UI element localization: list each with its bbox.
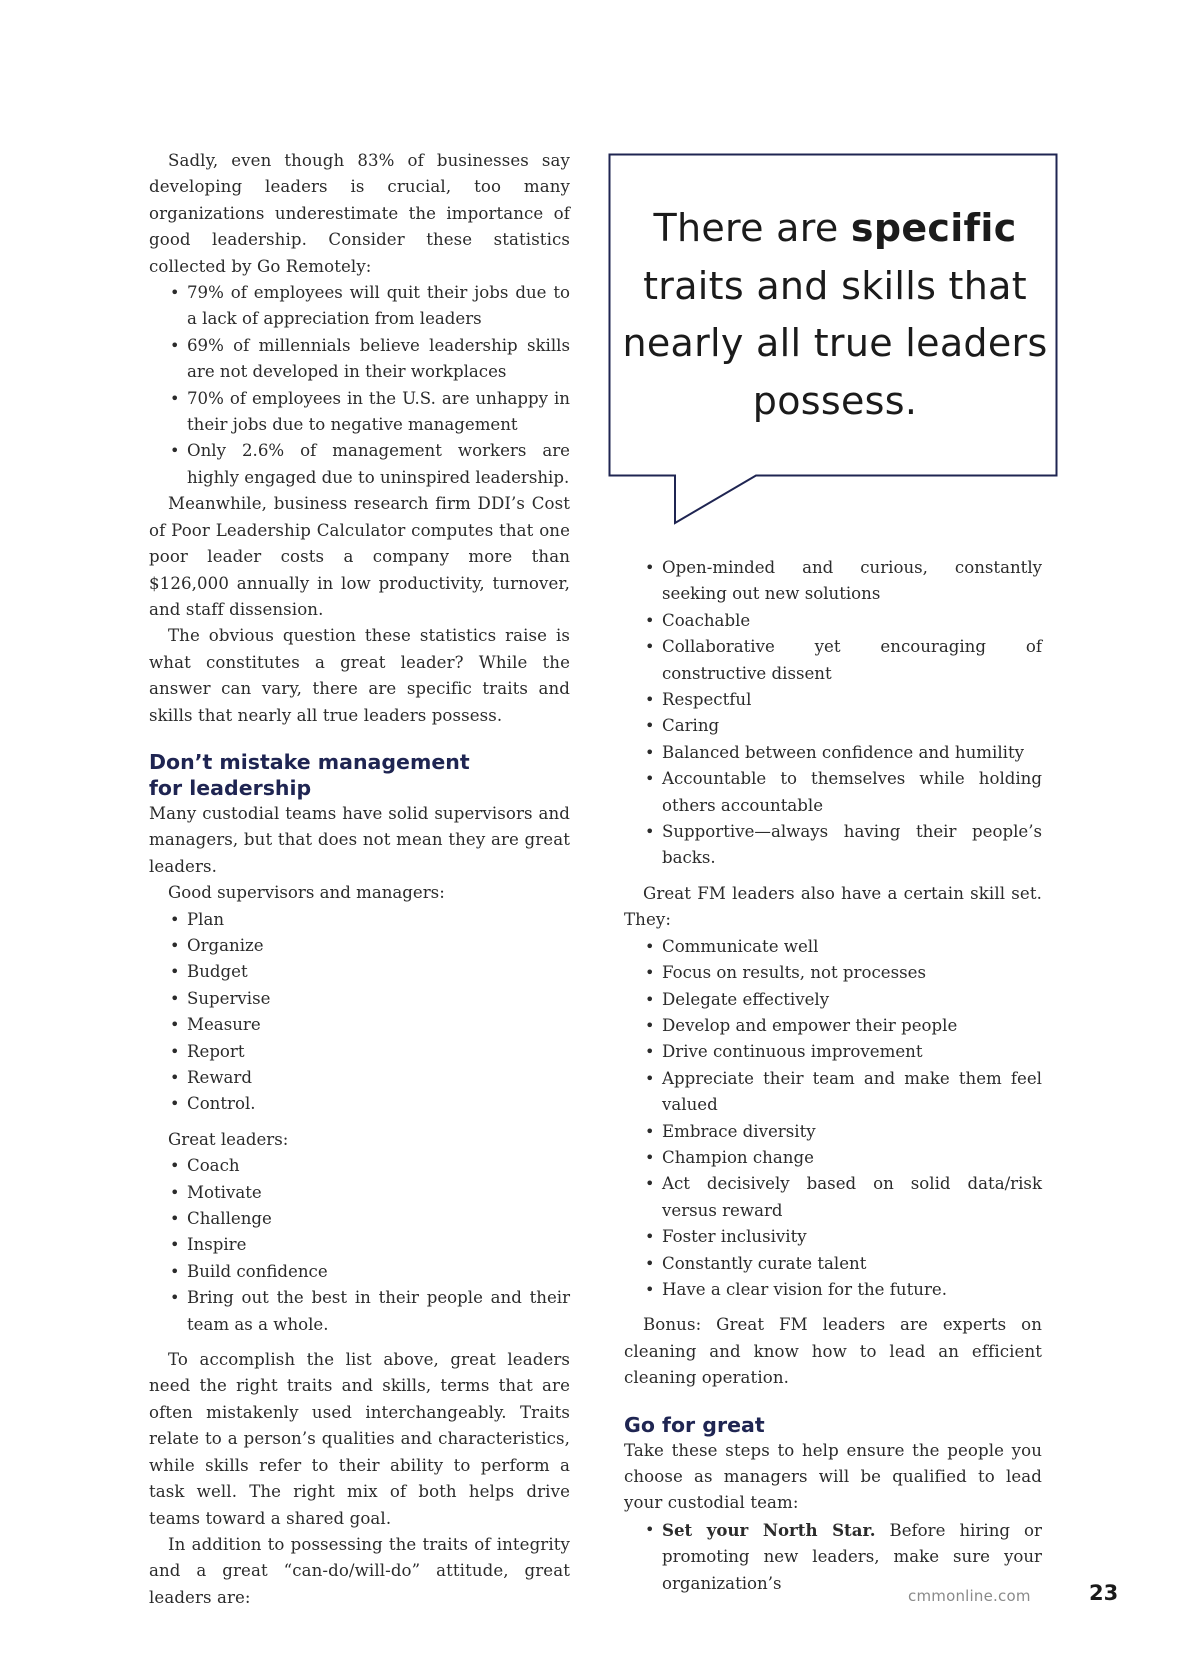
list-item: • Motivate xyxy=(170,1182,262,1202)
leaders-intro: Great leaders: xyxy=(168,1129,289,1149)
ddi-paragraph: Meanwhile, business research firm DDI’s Cost of Poor Leadership Calculator computes that one poor leader costs a company more than $126,000 annually in low productivity, turnover, and staff dissension. xyxy=(149,494,570,619)
steps-paragraph: Take these steps to help ensure the people you choose as managers will be qualified to lead your custodial team: xyxy=(624,1440,1042,1513)
list-item: • Supportive—always having their people’s backs. xyxy=(645,822,1042,868)
supervisor-list xyxy=(149,907,570,1118)
list-item: • Challenge xyxy=(170,1209,272,1229)
list-item: • Have a clear vision for the future. xyxy=(645,1279,947,1299)
list-item: • Delegate effectively xyxy=(645,989,830,1009)
list-item: • Coachable xyxy=(645,610,751,630)
list-item: • Embrace diversity xyxy=(645,1121,816,1141)
section-heading-go-for-great: Go for great xyxy=(624,1412,765,1437)
skill-list xyxy=(624,934,1042,1304)
steps-list xyxy=(624,1517,1042,1597)
list-item: • Reward xyxy=(170,1068,252,1087)
list-item: • Develop and empower their people xyxy=(645,1015,958,1035)
integrity-paragraph: In addition to possessing the traits of integrity and a great “can-do/will-do” attitude, great leaders are: xyxy=(149,1534,570,1607)
list-item: • Measure xyxy=(170,1015,261,1035)
question-paragraph: The obvious question these statistics raise is what constitutes a great leader? While the answer can vary, there are specific traits and skills that nearly all true leaders possess. xyxy=(149,626,570,725)
custodial-paragraph: Many custodial teams have solid supervisors and managers, but that does not mean they are great leaders. xyxy=(149,803,570,876)
list-item: • Coach xyxy=(170,1156,240,1176)
bonus-paragraph: Bonus: Great FM leaders are experts on cleaning and know how to lead an efficient cleaning operation. xyxy=(624,1315,1042,1388)
list-item: • Constantly curate talent xyxy=(645,1253,867,1273)
right-column xyxy=(624,555,1042,1597)
page-number: 23 xyxy=(1089,1581,1119,1605)
list-item: • Only 2.6% of management workers are highly engaged due to uninspired leadership. xyxy=(168,438,570,491)
skills-intro: Great FM leaders also have a certain skill set. They: xyxy=(624,883,1042,930)
list-item: • Accountable to themselves while holding others accountable xyxy=(645,769,1042,815)
list-item: • Drive continuous improvement xyxy=(645,1042,923,1062)
footer-website: cmmonline.com xyxy=(908,1587,1031,1605)
trait-list xyxy=(624,555,1042,872)
list-item: • Open-minded and curious, constantly seeking out new solutions xyxy=(645,558,1042,604)
list-item: • 79% of employees will quit their jobs due to a lack of appreciation from leaders xyxy=(168,280,570,333)
list-item: • Collaborative yet encouraging of constructive dissent xyxy=(645,637,1042,683)
leader-list xyxy=(149,1153,570,1338)
bullet-icon: • xyxy=(170,335,180,355)
list-item: • Control. xyxy=(170,1094,256,1114)
list-item: • Appreciate their team and make them feel valued xyxy=(645,1068,1042,1115)
list-item: • 70% of employees in the U.S. are unhappy in their jobs due to negative management xyxy=(168,386,570,439)
statistics-list xyxy=(149,280,570,491)
list-item: • 69% of millennials believe leadership skills are not developed in their workplaces xyxy=(168,333,570,386)
traits-paragraph: To accomplish the list above, great leaders need the right traits and skills, terms that are often mistakenly used interchangeably. Traits relate to a person’s qualities and characteristics, while skills refer to their ability to perform a task well. The right mix of both helps drive teams toward a shared goal. xyxy=(149,1350,570,1528)
list-item: • Set your North Star. Before hiring or promoting new leaders, make sure your organization’s xyxy=(645,1519,1042,1593)
section-heading-management: Don’t mistake management for leadership xyxy=(149,749,470,800)
bullet-icon: • xyxy=(170,441,180,461)
list-item: • Balanced between confidence and humility xyxy=(645,742,1025,762)
pull-quote: There are specific traits and skills that nearly all true leaders possess. xyxy=(622,206,1048,423)
list-item: • Respectful xyxy=(645,690,752,710)
list-item: • Inspire xyxy=(170,1235,247,1255)
list-item: • Plan xyxy=(170,909,225,929)
list-item: • Caring xyxy=(645,716,720,736)
list-item: • Organize xyxy=(170,935,264,955)
list-item: • Supervise xyxy=(170,988,271,1008)
list-item: • Act decisively based on solid data/risk versus reward xyxy=(645,1174,1042,1220)
list-item: • Budget xyxy=(170,962,248,982)
list-item: • Champion change xyxy=(645,1147,814,1167)
bullet-icon: • xyxy=(170,283,180,303)
list-item: • Focus on results, not processes xyxy=(645,963,926,983)
bullet-icon: • xyxy=(170,388,180,408)
list-item: • Foster inclusivity xyxy=(645,1227,807,1247)
left-column xyxy=(149,148,570,1611)
list-item: • Bring out the best in their people and their team as a whole. xyxy=(170,1288,570,1334)
intro-paragraph: Sadly, even though 83% of businesses say developing leaders is crucial, too many organizations underestimate the importance of good leadership. Consider these statistics collected by Go Remotely: xyxy=(149,151,570,276)
list-item: • Communicate well xyxy=(645,936,819,956)
list-item: • Build confidence xyxy=(170,1261,328,1281)
list-item: • Report xyxy=(170,1041,245,1061)
supervisors-intro: Good supervisors and managers: xyxy=(168,883,445,903)
